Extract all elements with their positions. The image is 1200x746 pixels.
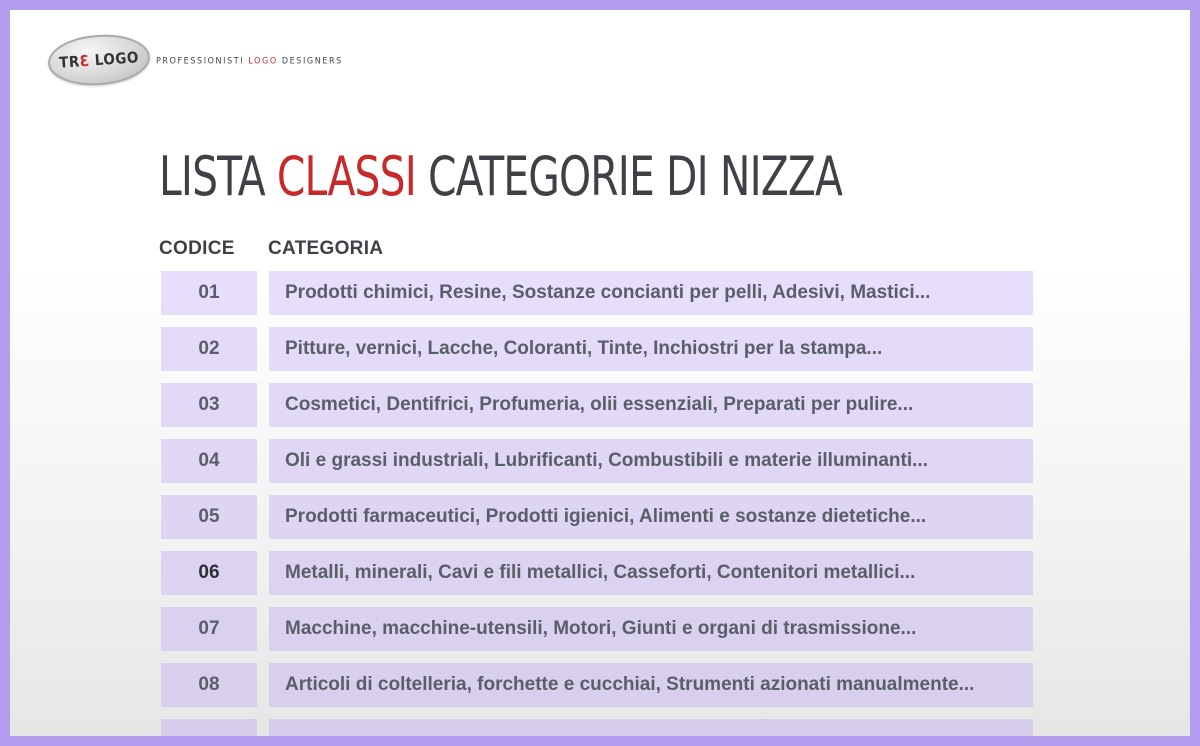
table-row[interactable]: [161, 327, 1033, 371]
page-title: LISTA CLASSI CATEGORIE DI NIZZA: [159, 145, 843, 208]
row-code: 05: [161, 495, 257, 539]
table-row[interactable]: [161, 663, 1033, 707]
row-code: 06: [161, 551, 257, 595]
row-description: Pitture, vernici, Lacche, Coloranti, Tinte, Inchiostri per la stampa...: [269, 327, 1033, 371]
row-description: Oli e grassi industriali, Lubrificanti, Combustibili e materie illuminanti...: [269, 439, 1033, 483]
row-description: Metalli, minerali, Cavi e fili metallici, Casseforti, Contenitori metallici...: [269, 551, 1033, 595]
column-header-code: CODICE: [159, 238, 235, 259]
table-row[interactable]: [161, 495, 1033, 539]
table-row[interactable]: [161, 719, 1033, 736]
logo-tagline: PROFESSIONISTI LOGO DESIGNERS: [156, 54, 343, 66]
logo-text: TRƐ LOGO: [58, 48, 140, 72]
column-header-category: CATEGORIA: [268, 238, 384, 259]
row-description: Cosmetici, Dentifrici, Profumeria, olii essenziali, Preparati per pulire...: [269, 383, 1033, 427]
row-description: [269, 719, 1033, 736]
row-description: Macchine, macchine-utensili, Motori, Giunti e organi di trasmissione...: [269, 607, 1033, 651]
table-row[interactable]: [161, 383, 1033, 427]
row-code: 02: [161, 327, 257, 371]
table-row[interactable]: [161, 551, 1033, 595]
row-code: 04: [161, 439, 257, 483]
table-row[interactable]: [161, 271, 1033, 315]
row-code: 07: [161, 607, 257, 651]
row-description: Articoli di coltelleria, forchette e cucchiai, Strumenti azionati manualmente...: [269, 663, 1033, 707]
logo-badge: [46, 32, 151, 89]
table-row[interactable]: [161, 607, 1033, 651]
row-code: 08: [161, 663, 257, 707]
page-frame: [10, 10, 1190, 736]
row-code: 01: [161, 271, 257, 315]
row-description: Prodotti chimici, Resine, Sostanze concianti per pelli, Adesivi, Mastici...: [269, 271, 1033, 315]
brand-logo[interactable]: [48, 35, 343, 85]
table-row[interactable]: [161, 439, 1033, 483]
row-code: [161, 719, 257, 736]
row-description: Prodotti farmaceutici, Prodotti igienici, Alimenti e sostanze dietetiche...: [269, 495, 1033, 539]
row-code: 03: [161, 383, 257, 427]
